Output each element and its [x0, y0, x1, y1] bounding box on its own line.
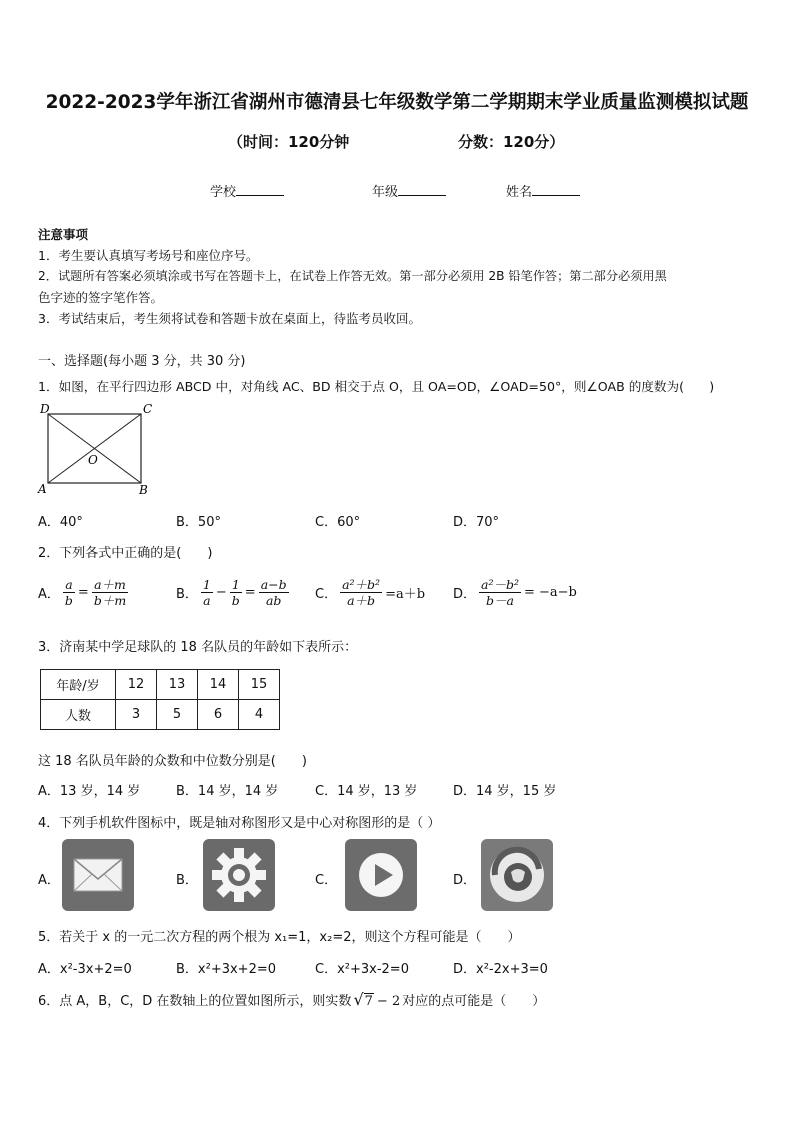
q6-stem-after: 对应的点可能是（ ）: [402, 994, 546, 1009]
bull-logo-icon-graphic: [481, 839, 553, 911]
option-label: D．: [453, 587, 477, 602]
gear-icon-graphic: [203, 839, 275, 911]
vertex-label-c: C: [143, 402, 153, 416]
q2-option-a[interactable]: [38, 577, 128, 608]
q2-option-d[interactable]: [453, 577, 577, 608]
q3-option-d[interactable]: D．14 岁，15 岁: [453, 784, 557, 799]
age-table: [40, 669, 280, 730]
q4-option-b-label[interactable]: B．: [176, 873, 198, 888]
right-hand-side: =a＋b: [385, 587, 426, 602]
school-label: 学校: [210, 185, 237, 200]
vertex-label-a: A: [38, 482, 47, 496]
fraction: $\frac{\text{a²＋b²}}{a+b}$: [342, 577, 381, 608]
school-field: [210, 181, 284, 200]
note-item: 色字迹的签字笔作答。: [38, 290, 164, 305]
q1-option-b[interactable]: B．50°: [176, 515, 221, 530]
question-2-stem: 2．下列各式中正确的是( ): [38, 546, 213, 561]
fraction: $\frac{a}{b}$: [64, 577, 73, 608]
question-4-stem: 4．下列手机软件图标中，既是轴对称图形又是中心对称图形的是（ ）: [38, 816, 441, 831]
page-title: 2022-2023学年浙江省湖州市德清县七年级数学第二学期期末学业质量监测模拟试题: [45, 92, 749, 113]
table-row: [41, 700, 280, 730]
q4-option-a-label[interactable]: A．: [38, 873, 60, 888]
play-icon[interactable]: [345, 839, 417, 911]
name-field: [506, 181, 580, 200]
q5-option-a[interactable]: A．x²-3x+2=0: [38, 962, 132, 977]
play-icon-graphic: [345, 839, 417, 911]
q1-option-c[interactable]: C．60°: [315, 515, 361, 530]
radicand: 7: [364, 994, 373, 1009]
equals-sign: =: [244, 585, 256, 600]
question-1-stem: 1．如图，在平行四边形 ABCD 中，对角线 AC、BD 相交于点 O，且 OA=OD，∠OAD=50°，则∠OAB 的度数为( ): [38, 379, 715, 394]
grade-blank: [398, 183, 446, 196]
exam-score: 分数：120分）: [458, 133, 565, 151]
section-title: 一、选择题(每小题 3 分，共 30 分): [38, 354, 246, 369]
gear-icon[interactable]: [203, 839, 275, 911]
q3-option-c[interactable]: C．14 岁，13 岁: [315, 784, 418, 799]
exam-time: （时间：120分钟: [228, 133, 350, 151]
table-cell: 14: [198, 670, 239, 700]
q3-option-a[interactable]: A．13 岁，14 岁: [38, 784, 141, 799]
table-cell: 15: [239, 670, 280, 700]
envelope-icon[interactable]: [62, 839, 134, 911]
name-blank: [532, 183, 580, 196]
note-item: 1．考生要认真填写考场号和座位序号。: [38, 248, 259, 263]
fraction: $\frac{1}{b}$: [231, 577, 240, 608]
center-label-o: O: [88, 453, 98, 467]
q1-option-d[interactable]: D．70°: [453, 515, 500, 530]
vertex-label-d: D: [40, 402, 50, 416]
notes-title: 注意事项: [38, 227, 89, 242]
parallelogram-figure: [36, 400, 156, 496]
note-item: 2．试题所有答案必须填涂或书写在答题卡上，在试卷上作答无效。第一部分必须用 2B 铅笔作答；第二部分必须用黑: [38, 269, 667, 283]
question-5-stem: 5．若关于 x 的一元二次方程的两个根为 x₁=1，x₂=2，则这个方程可能是（ ）: [38, 930, 521, 945]
minus-sign: −: [215, 585, 227, 600]
table-cell: 13: [157, 670, 198, 700]
sqrt-expression: [353, 990, 400, 1009]
table-cell: 年龄/岁: [41, 670, 116, 700]
sqrt-symbol: √: [353, 990, 364, 1009]
option-label: A．: [38, 587, 60, 602]
minus-two: − 2: [376, 994, 401, 1009]
fraction: $\frac{a-b}{ab}$: [260, 577, 287, 608]
vertex-label-b: B: [139, 483, 148, 496]
equals-sign: =: [77, 585, 89, 600]
q4-option-c-label[interactable]: C．: [315, 873, 338, 888]
school-blank: [236, 183, 284, 196]
bull-logo-icon[interactable]: [481, 839, 553, 911]
table-cell: 5: [157, 700, 198, 730]
q4-option-d-label[interactable]: D．: [453, 873, 477, 888]
q5-option-b[interactable]: B．x²+3x+2=0: [176, 962, 277, 977]
note-item: 3．考试结束后，考生须将试卷和答题卡放在桌面上，待监考员收回。: [38, 311, 421, 326]
question-3-stem-2: 这 18 名队员年龄的众数和中位数分别是( ): [38, 754, 307, 769]
table-cell: 6: [198, 700, 239, 730]
table-cell: 12: [116, 670, 157, 700]
table-cell: 人数: [41, 700, 116, 730]
q2-option-c[interactable]: [315, 577, 425, 608]
q6-stem-before: 6．点 A，B，C，D 在数轴上的位置如图所示，则实数: [38, 994, 352, 1009]
fraction: $\frac{a+m}{b+m}$: [93, 577, 127, 608]
name-label: 姓名: [506, 185, 533, 200]
right-hand-side: = −a−b: [524, 585, 577, 600]
grade-field: [372, 181, 446, 200]
q5-option-c[interactable]: C．x²+3x-2=0: [315, 962, 409, 977]
table-cell: 3: [116, 700, 157, 730]
q5-option-d[interactable]: D．x²-2x+3=0: [453, 962, 548, 977]
q2-option-b[interactable]: [176, 577, 289, 608]
question-3-stem: 3．济南某中学足球队的 18 名队员的年龄如下表所示：: [38, 640, 358, 655]
grade-label: 年级: [372, 185, 399, 200]
option-label: B．: [176, 587, 198, 602]
fraction: $\frac{\text{a²－b²}}{b-a}$: [481, 577, 519, 608]
table-cell: 4: [239, 700, 280, 730]
fraction: $\frac{1}{a}$: [202, 577, 211, 608]
table-row: [41, 670, 280, 700]
option-label: C．: [315, 587, 338, 602]
q3-option-b[interactable]: B．14 岁，14 岁: [176, 784, 279, 799]
envelope-icon-graphic: [62, 839, 134, 911]
q1-option-a[interactable]: A．40°: [38, 515, 83, 530]
question-6-stem: [38, 990, 545, 1009]
